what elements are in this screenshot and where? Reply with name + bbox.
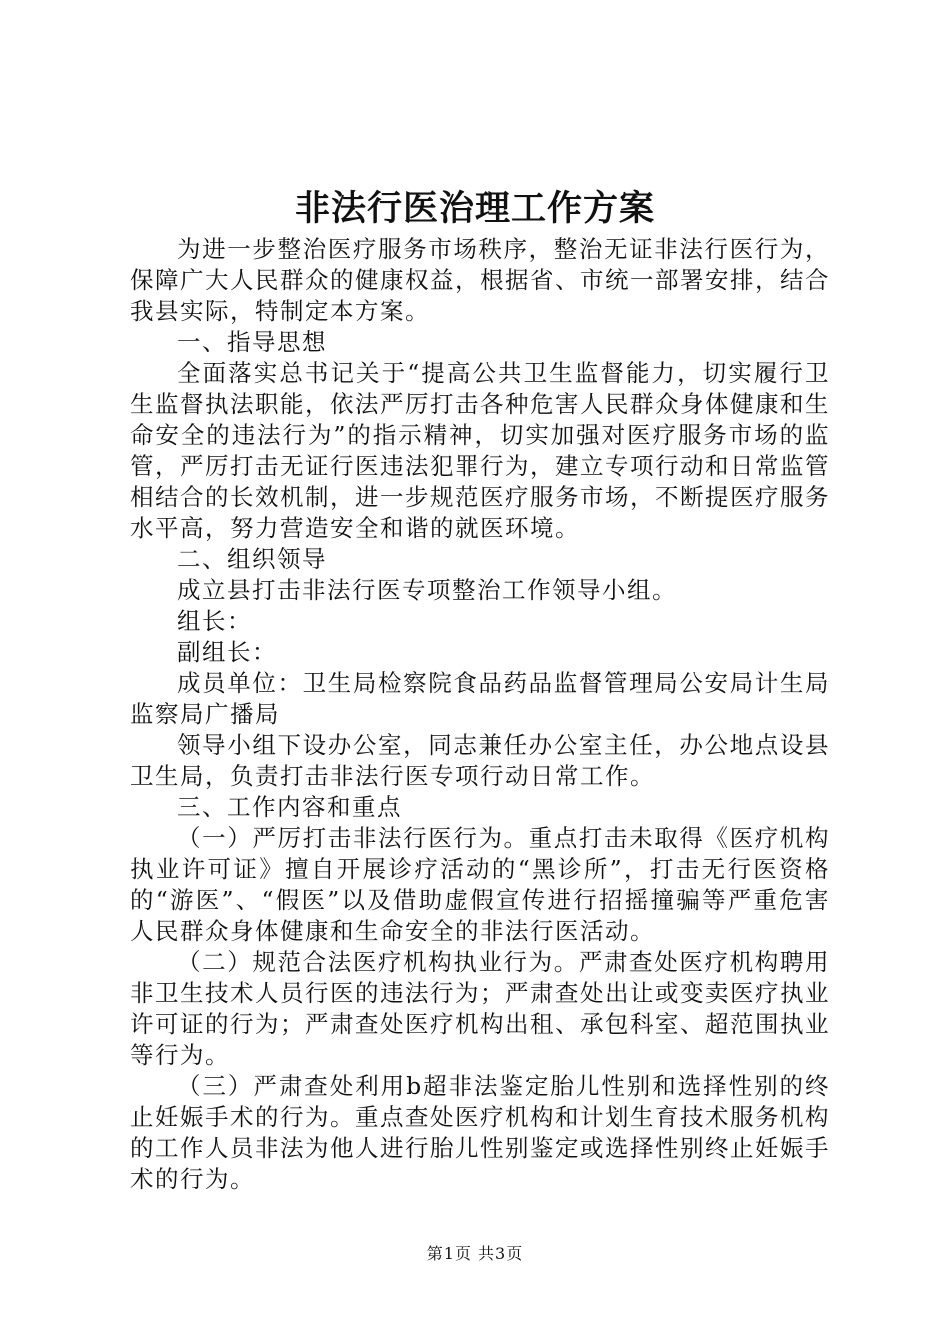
document-body: [130, 234, 830, 1195]
office-paragraph: 领导小组下设办公室，同志兼任办公室主任，办公地点设县卫生局，负责打击非法行医专项行动日常工作。: [130, 731, 830, 790]
section-heading-guiding-thought: 一、指导思想: [177, 328, 327, 356]
member-units-paragraph: 成员单位：卫生局检察院食品药品监督管理局公安局计生局监察局广播局: [130, 669, 830, 728]
leadership-group-paragraph: 成立县打击非法行医专项整治工作领导小组。: [177, 576, 677, 604]
work-item-1-paragraph: （一）严厉打击非法行医行为。重点打击未取得《医疗机构执业许可证》擅自开展诊疗活动的“黑诊所”，打击无行医资格的“游医”、“假医”以及借助虚假宣传进行招摇撞骗等严重危害人民群众身体健康和生命安全的非法行医活动。: [130, 824, 830, 945]
deputy-leader-line: 副组长：: [177, 638, 277, 666]
section-heading-work-content: 三、工作内容和重点: [177, 793, 402, 821]
document-title: 非法行医治理工作方案: [294, 189, 655, 229]
work-item-3-paragraph: （三）严肃查处利用b超非法鉴定胎儿性别和选择性别的终止妊娠手术的行为。重点查处医疗机构和计划生育技术服务机构的工作人员非法为他人进行胎儿性别鉴定或选择性别终止妊娠手术的行为。: [130, 1072, 830, 1193]
page-number-footer: 第1页 共3页: [426, 1244, 524, 1263]
intro-paragraph: 为进一步整治医疗服务市场秩序，整治无证非法行医行为，保障广大人民群众的健康权益，根据省、市统一部署安排，结合我县实际，特制定本方案。: [130, 235, 830, 325]
guiding-thought-paragraph: 全面落实总书记关于“提高公共卫生监督能力，切实履行卫生监督执法职能，依法严厉打击各种危害人民群众身体健康和生命安全的违法行为”的指示精神，切实加强对医疗服务市场的监管，严厉打击无证行医违法犯罪行为，建立专项行动和日常监管相结合的长效机制，进一步规范医疗服务市场，不断提医疗服务水平高，努力营造安全和谐的就医环境。: [130, 359, 830, 542]
work-item-2-paragraph: （二）规范合法医疗机构执业行为。严肃查处医疗机构聘用非卫生技术人员行医的违法行为；严肃查处出让或变卖医疗执业许可证的行为；严肃查处医疗机构出租、承包科室、超范围执业等行为。: [130, 948, 830, 1069]
section-heading-organization: 二、组织领导: [177, 545, 327, 573]
group-leader-line: 组长：: [177, 607, 252, 635]
